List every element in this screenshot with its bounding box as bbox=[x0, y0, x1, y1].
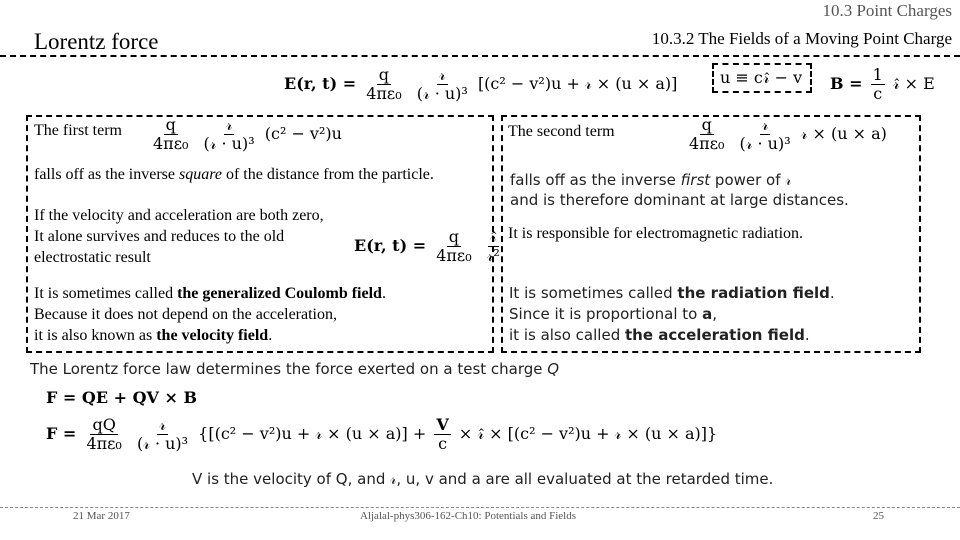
equation-b-definition: B = $\frac{1}{c}$ 𝓇̂ × E bbox=[830, 65, 935, 103]
second-term-radiation: It is responsible for electromagnetic radiation. bbox=[508, 225, 804, 242]
second-term-falloff: falls off as the inverse first power of 𝓇 and is therefore dominant at large distances. bbox=[510, 171, 849, 209]
static-line-1: If the velocity and acceleration are both zero, bbox=[34, 207, 324, 224]
equation-e-full: E(r, t) = $\frac{q}{\text{4πε₀}}$ $\frac{\text{𝓇}}{\text{(𝓇 · u)³}}$ [(c² − v²)u + 𝓇 × (u × a)] bbox=[284, 65, 678, 103]
first-term-falloff: falls off as the inverse square of the distance from the particle. bbox=[34, 166, 434, 183]
second-term-name-text: It is sometimes called the radiation field. Since it is proportional to a, it is also called the acceleration field. bbox=[509, 284, 835, 344]
topic-title: Lorentz force bbox=[34, 29, 159, 54]
header-divider bbox=[0, 55, 960, 57]
first-term-static-text bbox=[34, 205, 324, 268]
lorentz-note: V is the velocity of Q, and 𝓇, u, v and a are all evaluated at the retarded time. bbox=[192, 470, 774, 488]
footer-divider bbox=[0, 507, 960, 508]
second-term-label: The second term bbox=[508, 123, 615, 140]
static-line-3: electrostatic result bbox=[34, 249, 151, 266]
subsection-title: 10.3.2 The Fields of a Moving Point Charge bbox=[651, 29, 952, 48]
first-term-equation: $\frac{q}{\text{4πε₀}}$ $\frac{\text{𝓇}}{\text{(𝓇 · u)³}}$ (c² − v²)u bbox=[153, 115, 342, 153]
footer-course: Aljalal-phys306-162-Ch10: Potentials and Fields bbox=[360, 510, 577, 522]
first-term-label: The first term bbox=[34, 122, 122, 139]
page-number: 25 bbox=[873, 510, 884, 522]
electrostatic-equation: E(r, t) = $\frac{q}{\text{4πε₀}}$ $\frac{\text{𝓇̂}}{\text{𝓇²}}$ bbox=[354, 227, 500, 265]
lorentz-equation-2: F = $\frac{qQ}{\text{4πε₀}}$ $\frac{\text{𝓇}}{\text{(𝓇 · u)³}}$ {[(c² − v²)u + 𝓇 × (u × a)] + $\frac{V}{c}$ × 𝓇̂ × [(c² − v²)u + 𝓇 × (u × a)]} bbox=[46, 415, 718, 453]
static-line-2: It alone survives and reduces to the old bbox=[34, 228, 285, 245]
first-term-name-text: It is sometimes called the generalized Coulomb field. Because it does not depend on the acceleration, it is also known as the velocity field. bbox=[34, 285, 386, 344]
equation-u-definition: u ≡ c𝓇̂ − v bbox=[720, 68, 803, 87]
footer-date: 21 Mar 2017 bbox=[73, 510, 130, 522]
section-title: 10.3 Point Charges bbox=[822, 1, 952, 20]
lorentz-intro: The Lorentz force law determines the force exerted on a test charge Q bbox=[30, 360, 560, 378]
lorentz-equation-1: F = QE + QV × B bbox=[46, 388, 198, 407]
second-term-equation: $\frac{q}{\text{4πε₀}}$ $\frac{\text{𝓇}}{\text{(𝓇 · u)³}}$ 𝓇 × (u × a) bbox=[689, 115, 887, 153]
